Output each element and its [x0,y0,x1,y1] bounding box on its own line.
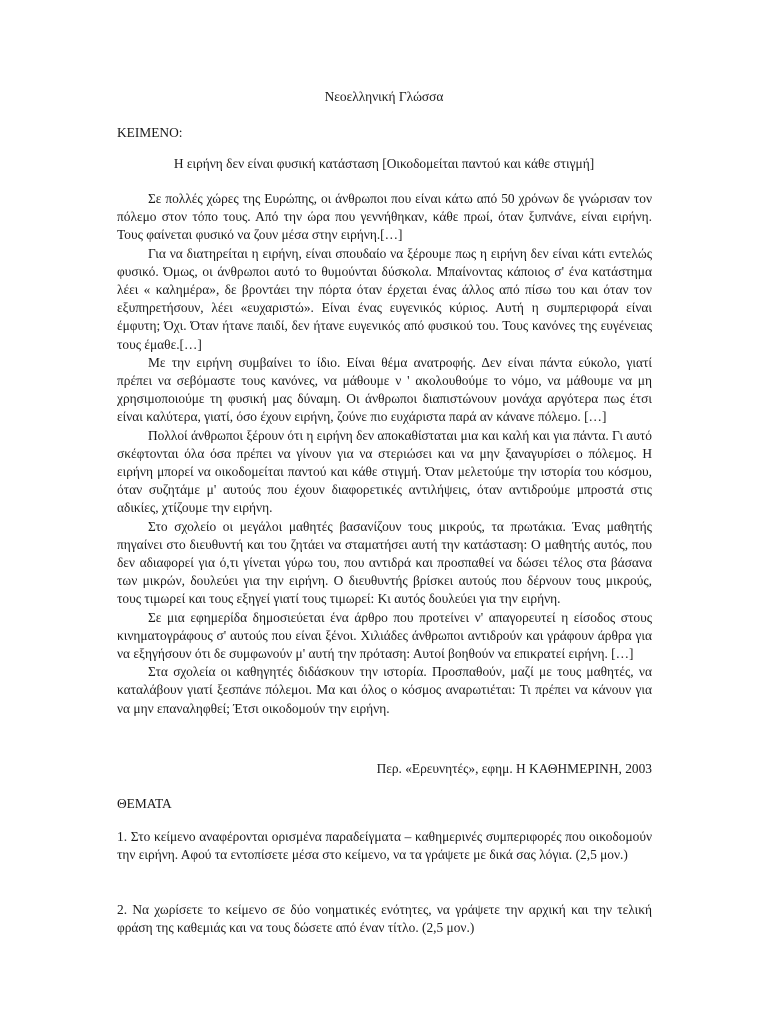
subject-heading: Νεοελληνική Γλώσσα [324,89,444,104]
paragraph: Σε μια εφημερίδα δημοσιεύεται ένα άρθρο που προτείνει ν' απαγορευτεί η είσοδος στους κινηματογράφους σ' αυτούς που είναι ξένοι. Χιλιάδες άνθρωποι αντιδρούν και γράφουν άρθρα για να εξηγήσουν ότι δε συμφωνούν μ' αυτή την πρόταση: Αυτοί βοηθούν να επικρατεί ειρήνη. […] [117,609,652,662]
paragraph: Πολλοί άνθρωποι ξέρουν ότι η ειρήνη δεν αποκαθίσταται μια και καλή και για πάντα. Γι αυτό σκέφτονται όλα όσα πρέπει να γίνουν για να στεριώσει και να μην ξαναγυρίσει ο πόλεμος. Η ειρήνη μπορεί να οικοδομείται παντού και κάθε στιγμή. Όταν μελετούμε την ιστορία του κόσμου, όταν συζητάμε μ' αυτούς που έχουν διαφορετικές αντιλήψεις, όταν αντιδρούμε μπροστά στις αδικίες, χτίζουμε την ειρήνη. [117,427,652,516]
paragraph: Στα σχολεία οι καθηγητές διδάσκουν την ιστορία. Προσπαθούν, μαζί με τους μαθητές, να καταλάβουν γιατί ξεσπάνε πόλεμοι. Μα και όλος ο κόσμος αναρωτιέται: Τι πρέπει να κάνουν για να μην επαναληφθεί; Έτσι οικοδομούν την ειρήνη. [117,664,652,716]
paragraph: Για να διατηρείται η ειρήνη, είναι σπουδαίο να ξέρουμε πως η ειρήνη δεν είναι κάτι εντελώς φυσικό. Όμως, οι άνθρωποι αυτό το θυμούνται δύσκολα. Μπαίνοντας κάποιος σ' ένα κατάστημα λέει « καλημέρα», δε βροντάει την πόρτα όταν έρχεται ένας άλλος από πίσω του και όταν τον εξυπηρετήσουν, λέει «ευχαριστώ». Είναι ένας ευγενικός κύριος. Αυτή η συμπεριφορά είναι έμφυτη; Όχι. Όταν ήτανε παιδί, δεν ήτανε ευγενικός από φυσικού του. Τους κανόνες της ευγένειας τους έμαθε.[…] [117,245,652,352]
paragraph: Με την ειρήνη συμβαίνει το ίδιο. Είναι θέμα ανατροφής. Δεν είναι πάντα εύκολο, γιατί πρέπει να σεβόμαστε τους κανόνες, να μάθουμε ν ' ακολουθούμε το νόμο, να μάθουμε να μη χρησιμοποιούμε τη φυσική μας δύναμη. Οι άνθρωποι διαπιστώνουν μονάχα αργότερα πως έτσι είναι καλύτερα, γιατί, όσο έχουν ειρήνη, ζούνε πιο ευχάριστα παρά αν κάνανε πόλεμο. […] [117,354,652,425]
topics-heading: ΘΕΜΑΤΑ [117,796,172,811]
paragraph: Σε πολλές χώρες της Ευρώπης, οι άνθρωποι που είναι κάτω από 50 χρόνων δε γνώρισαν τον πόλεμο στον τόπο τους. Από την ώρα που γεννήθηκαν, κάθε πρωί, όταν ξυπνάνε, είναι ειρήνη. Τους φαίνεται φυσικό να ζουν μέσα στην ειρήνη.[…] [117,191,652,243]
question-2: 2. Να χωρίσετε το κείμενο σε δύο νοηματικές ενότητες, να γράψετε την αρχική και την τελική φράση της καθεμιάς και να τους δώσετε από έναν τίτλο. (2,5 μον.) [117,902,652,936]
question-1: 1. Στο κείμενο αναφέρονται ορισμένα παραδείγματα – καθημερινές συμπεριφορές που οικοδομούν την ειρήνη. Αφού τα εντοπίσετε μέσα στο κείμενο, να τα γράψετε με δικά σας λόγια. (2,5 μον.) [117,829,652,863]
text-body [117,190,652,718]
paragraph: Στο σχολείο οι μεγάλοι μαθητές βασανίζουν τους μικρούς, τα πρωτάκια. Ένας μαθητής πηγαίνει στο διευθυντή και του ζητάει να σταματήσει αυτή την κατάσταση: Ο μαθητής αυτός, που δεν αδιαφορεί για ό,τι γίνεται γύρω του, που αντιδρά και προσπαθεί να δώσει τέλος στα βάσανα των μικρών, δουλεύει για την ειρήνη. Ο διευθυντής βρίσκει αυτούς που δέρνουν τους μικρούς, τους τιμωρεί και τους εξηγεί γιατί τους τιμωρεί: Κι αυτός δουλεύει για την ειρήνη. [117,518,652,607]
source-citation: Περ. «Ερευνητές», εφημ. Η ΚΑΘΗΜΕΡΙΝΗ, 2003 [376,761,652,776]
text-section-heading: ΚΕΙΜΕΝΟ: [117,125,183,140]
text-title: Η ειρήνη δεν είναι φυσική κατάσταση [Οικοδομείται παντού και κάθε στιγμή] [173,156,595,171]
